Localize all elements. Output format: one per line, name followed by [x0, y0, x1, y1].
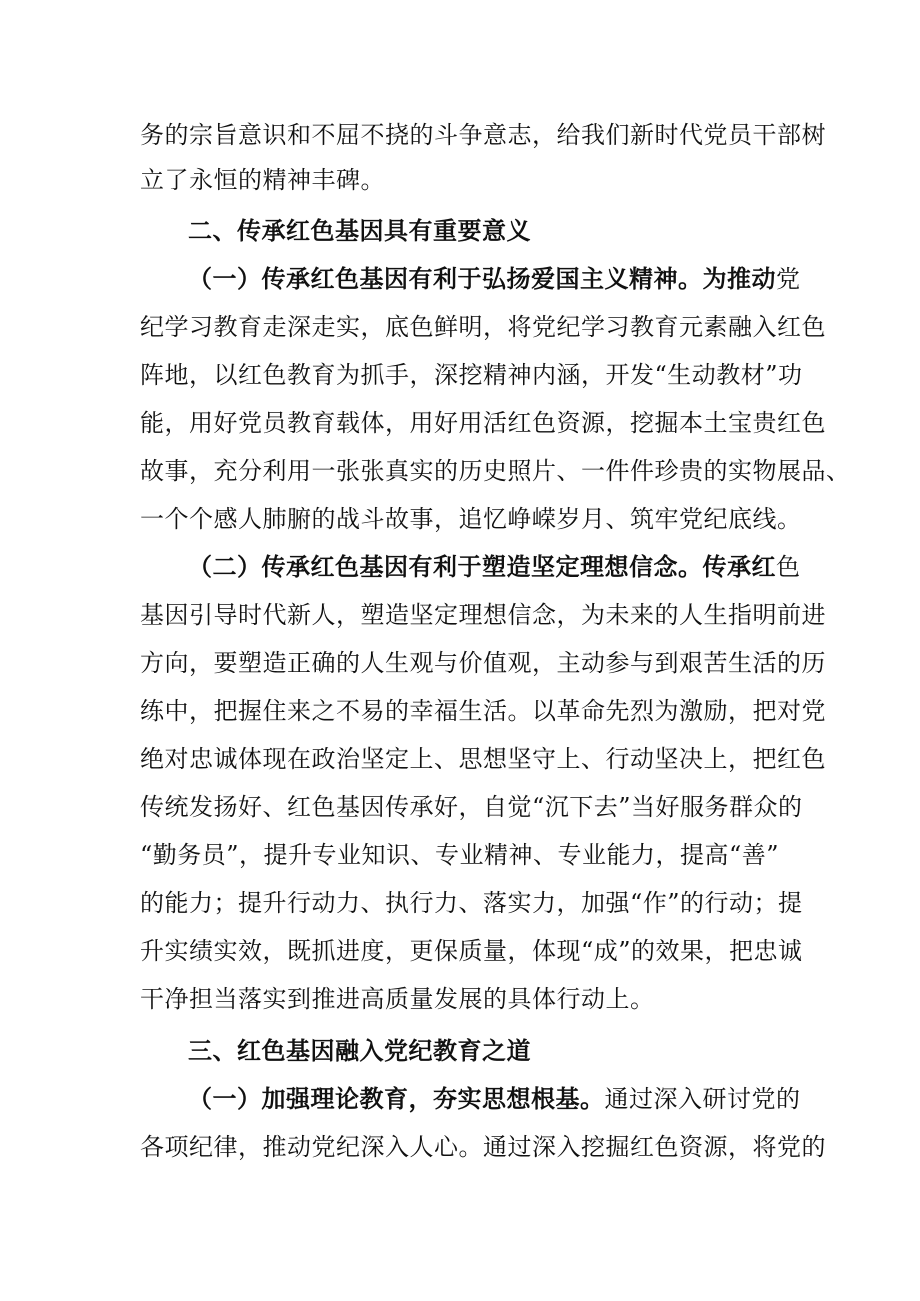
text-line: 基因引导时代新人，塑造坚定理想信念，为未来的人生指明前进 — [140, 601, 826, 629]
text-line: “勤务员”，提升专业知识、专业精神、专业能力，提高“善” — [140, 841, 780, 869]
paragraph-subheading-3: （一）加强理论教育，夯实思想根基。 — [188, 1084, 605, 1113]
section-heading-3: 三、红色基因融入党纪教育之道 — [188, 1036, 531, 1065]
text-line: 干净担当落实到推进高质量发展的具体行动上。 — [140, 985, 655, 1013]
text-line: 务的宗旨意识和不屈不挠的斗争意志，给我们新时代党员干部树 — [140, 121, 826, 149]
text-line: 纪学习教育走深走实，底色鲜明，将党纪学习教育元素融入红色 — [140, 313, 826, 341]
text-line: 的能力；提升行动力、执行力、落实力，加强“作”的行动；提 — [140, 889, 803, 917]
text-line: 一个个感人肺腑的战斗故事，追忆峥嵘岁月、筑牢党纪底线。 — [140, 505, 802, 533]
paragraph-text: 色 — [776, 553, 801, 581]
paragraph-lead — [188, 546, 801, 588]
paragraph-text: 党 — [776, 265, 801, 293]
text-line: 升实绩实效，既抓进度，更保质量，体现“成”的效果，把忠诚 — [140, 937, 803, 965]
paragraph-subheading-2: （二）传承红色基因有利于塑造坚定理想信念。传承红 — [188, 552, 776, 581]
text-line: 故事，充分利用一张张真实的历史照片、一件件珍贵的实物展品、 — [140, 457, 851, 485]
paragraph-lead — [188, 258, 801, 300]
text-line: 阵地，以红色教育为抓手，深挖精神内涵，开发“生动教材”功 — [140, 361, 803, 389]
paragraph-subheading-1: （一）传承红色基因有利于弘扬爱国主义精神。为推动 — [188, 264, 776, 293]
text-line: 传统发扬好、红色基因传承好，自觉“沉下去”当好服务群众的 — [140, 793, 803, 821]
paragraph-lead — [188, 1078, 801, 1120]
text-line: 各项纪律，推动党纪深入人心。通过深入挖掘红色资源，将党的 — [140, 1133, 826, 1161]
text-line: 立了永恒的精神丰碑。 — [140, 166, 385, 194]
text-line: 能，用好党员教育载体，用好用活红色资源，挖掘本土宝贵红色 — [140, 409, 826, 437]
text-line: 绝对忠诚体现在政治坚定上、思想坚守上、行动坚决上，把红色 — [140, 745, 826, 773]
text-line: 练中，把握住来之不易的幸福生活。以革命先烈为激励，把对党 — [140, 697, 826, 725]
paragraph-text: 通过深入研讨党的 — [604, 1085, 801, 1113]
text-line: 方向，要塑造正确的人生观与价值观，主动参与到艰苦生活的历 — [140, 649, 826, 677]
section-heading-2: 二、传承红色基因具有重要意义 — [188, 216, 531, 245]
